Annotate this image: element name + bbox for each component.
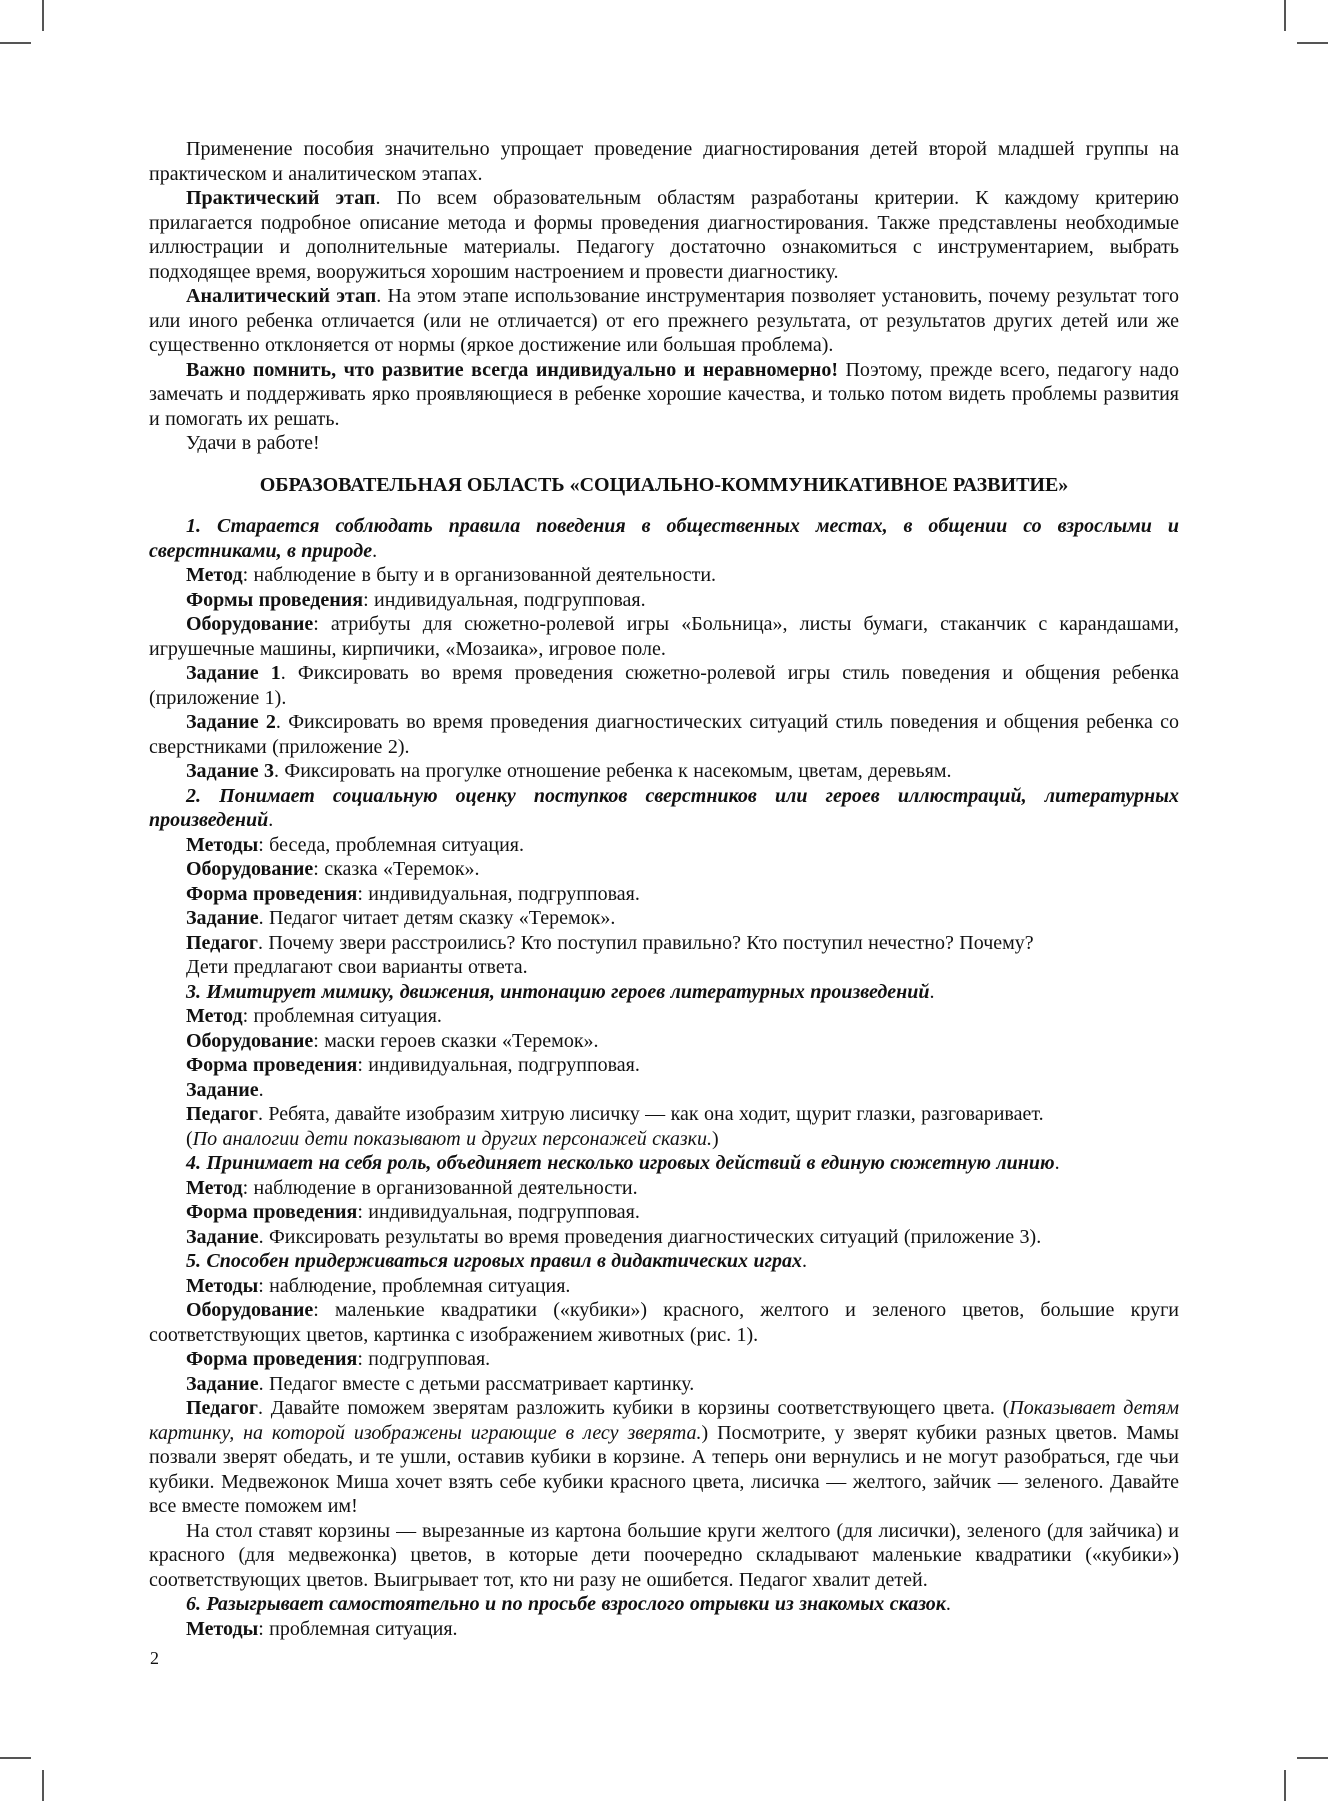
crop-mark-top-left-vertical bbox=[42, 0, 44, 31]
paragraph bbox=[149, 1004, 1179, 1029]
text-run: Методы bbox=[186, 1274, 259, 1297]
text-run: Оборудование bbox=[186, 613, 314, 635]
text-run: ) Посмотрите, у зверят кубики разных цветов. Мамы позвали зверят обедать, и те ушли, оставив кубики в корзине. А теперь они вернулись и не могут разобраться, где чьи кубики. Медвежонок Миша хочет взять себе кубики красного цвета, лисичка — желтого, зайчик — зеленого. Давайте все вместе поможем им! bbox=[149, 1421, 1179, 1517]
paragraph bbox=[149, 1396, 1179, 1519]
paragraph bbox=[149, 514, 1179, 563]
text-run: Метод bbox=[186, 1005, 243, 1027]
text-run: Формы проведения bbox=[186, 588, 364, 611]
text-run: . На этом этапе использование инструментария позволяет установить, почему результат того или иного ребенка отличается (или не отличается) от его прежнего результата, от результатов других детей или же существенно отклоняется от нормы (яркое достижение или большая проблема). bbox=[149, 285, 1180, 356]
crop-mark-top-right-vertical bbox=[1284, 0, 1286, 31]
text-run: Форма проведения bbox=[186, 1201, 358, 1223]
paragraph bbox=[149, 1078, 1179, 1103]
text-run: : индивидуальная, подгрупповая. bbox=[357, 882, 640, 905]
text-run: Оборудование bbox=[186, 1299, 314, 1321]
text-run: : индивидуальная, подгрупповая. bbox=[363, 588, 646, 611]
page-number: 2 bbox=[150, 1648, 159, 1668]
crop-mark-top-right-horizontal bbox=[1297, 42, 1328, 44]
paragraph bbox=[149, 1274, 1179, 1299]
paragraph bbox=[149, 137, 1179, 186]
text-run: 2. Понимает социальную оценку поступков сверстников или героев иллюстраций, литературных произведений bbox=[149, 784, 1179, 831]
paragraph bbox=[149, 1102, 1179, 1127]
text-run: . Фиксировать результаты во время проведения диагностических ситуаций (приложение 3). bbox=[258, 1225, 1042, 1248]
paragraph bbox=[149, 1127, 1179, 1152]
text-run: Задание bbox=[186, 1372, 259, 1395]
paragraph bbox=[149, 563, 1179, 588]
paragraph bbox=[149, 1200, 1179, 1225]
paragraph bbox=[149, 759, 1179, 784]
text-run: По аналогии дети показывают и других персонажей сказки. bbox=[192, 1127, 713, 1150]
text-run: ( bbox=[186, 1127, 193, 1150]
text-run: : проблемная ситуация. bbox=[258, 1617, 458, 1640]
text-run: : сказка «Теремок». bbox=[313, 858, 480, 880]
text-run: . bbox=[929, 980, 935, 1003]
text-run: . bbox=[268, 809, 274, 831]
text-run: . bbox=[258, 1078, 264, 1101]
text-run: Форма проведения bbox=[186, 1054, 358, 1076]
text-run: ОБРАЗОВАТЕЛЬНАЯ ОБЛАСТЬ «СОЦИАЛЬНО-КОММУНИКАТИВНОЕ РАЗВИТИЕ» bbox=[259, 473, 1069, 496]
paragraph bbox=[149, 833, 1179, 858]
paragraph bbox=[149, 1372, 1179, 1397]
text-run: 3. Имитирует мимику, движения, интонацию героев литературных произведений bbox=[186, 980, 930, 1003]
text-run: Педагог bbox=[186, 1397, 258, 1419]
paragraph bbox=[149, 612, 1179, 661]
text-run: : проблемная ситуация. bbox=[242, 1005, 442, 1027]
paragraph bbox=[149, 1347, 1179, 1372]
text-run: : беседа, проблемная ситуация. bbox=[258, 833, 524, 856]
text-run: Методы bbox=[186, 1617, 259, 1640]
paragraph bbox=[149, 1249, 1179, 1274]
main-heading bbox=[149, 473, 1179, 498]
text-run: . bbox=[801, 1250, 807, 1272]
text-run: 1. Старается соблюдать правила поведения в общественных местах, в общении со взрослыми и сверстниками, в природе bbox=[149, 515, 1179, 562]
crop-mark-top-left-horizontal bbox=[0, 42, 31, 44]
text-run: Метод bbox=[186, 564, 243, 586]
paragraph bbox=[149, 1592, 1179, 1617]
text-run: : наблюдение в быту и в организованной деятельности. bbox=[242, 564, 717, 586]
paragraph bbox=[149, 588, 1179, 613]
paragraph bbox=[149, 1029, 1179, 1054]
paragraph bbox=[149, 661, 1179, 710]
text-run: Форма проведения bbox=[186, 1348, 358, 1370]
text-run: Форма проведения bbox=[186, 882, 358, 905]
paragraph bbox=[149, 186, 1179, 284]
paragraph bbox=[149, 1519, 1179, 1593]
text-run: Задание bbox=[186, 1225, 259, 1248]
text-run: . bbox=[945, 1593, 951, 1615]
text-run: Оборудование bbox=[186, 1029, 314, 1052]
text-run: : атрибуты для сюжетно-ролевой игры «Больница», листы бумаги, стаканчик с карандашами, игрушечные машины, кирпичики, «Мозаика», игровое поле. bbox=[149, 613, 1179, 660]
text-run: Практический этап bbox=[186, 187, 376, 209]
text-run: . Фиксировать во время проведения сюжетно-ролевой игры стиль поведения и общения ребенка (приложение 1). bbox=[149, 662, 1179, 709]
paragraph bbox=[149, 358, 1179, 432]
crop-mark-bottom-right-vertical bbox=[1284, 1770, 1286, 1801]
text-run: Дети предлагают свои варианты ответа. bbox=[186, 956, 528, 978]
document-body bbox=[149, 137, 1179, 1641]
text-run: . bbox=[372, 539, 378, 562]
text-run: : индивидуальная, подгрупповая. bbox=[357, 1054, 640, 1076]
text-run: Педагог bbox=[186, 1103, 258, 1125]
paragraph bbox=[149, 931, 1179, 956]
paragraph bbox=[149, 980, 1179, 1005]
paragraph bbox=[149, 955, 1179, 980]
text-run: Задание 3 bbox=[186, 760, 274, 782]
crop-mark-bottom-left-horizontal bbox=[0, 1757, 31, 1759]
crop-mark-bottom-right-horizontal bbox=[1297, 1757, 1328, 1759]
text-run: Метод bbox=[186, 1176, 243, 1199]
text-run: . Почему звери расстроились? Кто поступил правильно? Кто поступил нечестно? Почему? bbox=[257, 931, 1034, 954]
text-run: Задание bbox=[186, 907, 259, 929]
text-run: : маски героев сказки «Теремок». bbox=[313, 1029, 599, 1052]
paragraph bbox=[149, 431, 1179, 456]
text-run: : маленькие квадратики («кубики») красного, желтого и зеленого цветов, большие круги соответствующих цветов, картинка с изображением животных (рис. 1). bbox=[149, 1299, 1179, 1346]
text-run: ) bbox=[712, 1127, 719, 1150]
text-run: . Фиксировать во время проведения диагностических ситуаций стиль поведения и общения ребенка со сверстниками (приложение 2). bbox=[149, 711, 1179, 758]
paragraph bbox=[149, 1298, 1179, 1347]
paragraph bbox=[149, 1053, 1179, 1078]
paragraph bbox=[149, 906, 1179, 931]
crop-mark-bottom-left-vertical bbox=[42, 1770, 44, 1801]
text-run: . По всем образовательным областям разработаны критерии. К каждому критерию прилагается подробное описание метода и формы проведения диагностирования. Также представлены необходимые иллюстрации и дополнительные материалы. Педагогу достаточно ознакомиться с инструментарием, выбрать подходящее время, вооружиться хорошим настроением и провести диагностику. bbox=[149, 187, 1179, 283]
text-run: На стол ставят корзины — вырезанные из картона большие круги желтого (для лисички), зеленого (для зайчика) и красного (для медвежонка) цветов, в которые дети поочередно складывают маленькие квадратики («кубики») соответствующих цветов. Выигрывает тот, кто ни разу не ошибется. Педагог хвалит детей. bbox=[149, 1519, 1179, 1591]
paragraph bbox=[149, 710, 1179, 759]
text-run: Важно помнить, что развитие всегда индивидуально и неравномерно! bbox=[186, 358, 838, 381]
paragraph bbox=[149, 1151, 1179, 1176]
text-run: : наблюдение в организованной деятельности. bbox=[242, 1176, 638, 1199]
paragraph bbox=[149, 857, 1179, 882]
text-run: Удачи в работе! bbox=[186, 432, 320, 454]
text-run: Педагог bbox=[186, 931, 258, 954]
text-run: Поэтому, прежде всего, педагогу надо замечать и поддерживать ярко проявляющиеся в ребенке хорошие качества, и только потом видеть проблемы развития и помогать их решать. bbox=[149, 358, 1179, 430]
text-run: Применение пособия значительно упрощает проведение диагностирования детей второй младшей группы на практическом и аналитическом этапах. bbox=[149, 138, 1179, 185]
paragraph bbox=[149, 284, 1179, 358]
paragraph bbox=[149, 882, 1179, 907]
text-run: . Фиксировать на прогулке отношение ребенка к насекомым, цветам, деревьям. bbox=[274, 760, 952, 782]
text-run: Оборудование bbox=[186, 858, 314, 880]
text-run: : индивидуальная, подгрупповая. bbox=[357, 1201, 640, 1223]
text-run: : подгрупповая. bbox=[357, 1348, 491, 1370]
text-run: Задание 2 bbox=[186, 711, 276, 733]
paragraph bbox=[149, 1225, 1179, 1250]
text-run: Методы bbox=[186, 833, 259, 856]
paragraph bbox=[149, 1176, 1179, 1201]
text-run: . bbox=[1054, 1152, 1060, 1174]
text-run: 5. Способен придерживаться игровых правил в дидактических играх bbox=[186, 1250, 802, 1272]
text-run: Аналитический этап bbox=[186, 285, 377, 307]
text-run: . Ребята, давайте изобразим хитрую лисичку — как она ходит, щурит глазки, разговаривает. bbox=[257, 1103, 1044, 1125]
text-run: . Педагог вместе с детьми рассматривает картинку. bbox=[258, 1372, 695, 1395]
text-run: . Педагог читает детям сказку «Теремок». bbox=[258, 907, 616, 929]
text-run: 4. Принимает на себя роль, объединяет несколько игровых действий в единую сюжетную линию bbox=[186, 1152, 1055, 1174]
paragraph bbox=[149, 1617, 1179, 1642]
text-run: Показывает детям картинку, на которой изображены играющие в лесу зверята. bbox=[149, 1397, 1179, 1444]
text-run: Задание 1 bbox=[186, 662, 281, 684]
text-run: Задание bbox=[186, 1078, 259, 1101]
text-run: 6. Разыгрывает самостоятельно и по просьбе взрослого отрывки из знакомых сказок bbox=[186, 1593, 946, 1615]
paragraph bbox=[149, 784, 1179, 833]
text-run: . Давайте поможем зверятам разложить кубики в корзины соответствующего цвета. ( bbox=[257, 1397, 1010, 1419]
text-run: : наблюдение, проблемная ситуация. bbox=[258, 1274, 571, 1297]
